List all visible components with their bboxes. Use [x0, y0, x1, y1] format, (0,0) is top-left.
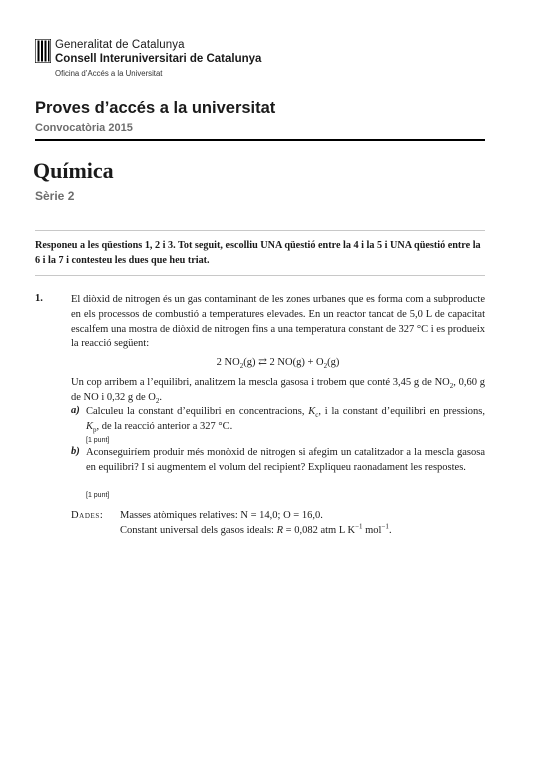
instructions-top-divider [35, 230, 485, 231]
question-intro: El diòxid de nitrogen és un gas contaminant de les zones urbanes que es forma com a subproducte en els processos de combustió a temperatures elevades. En un reactor tancat de 5,0 L de capacitat escalfem una mostra de diòxid de nitrogen fins a una temperatura constant de 327 °C i es produeix la reacció següent: [71, 294, 485, 350]
data-atomic-masses: Masses atòmiques relatives: N = 14,0; O = 16,0. [120, 510, 323, 521]
instructions-text: Responeu a les qüestions 1, 2 i 3. Tot seguit, escolliu UNA qüestió entre la 4 i la 5 i UNA qüestió entre la 6 i la 7 i contesteu les dues que heu triat. [35, 240, 481, 266]
chemical-reaction: 2 $NO_2(g)$ ⇄ 2 $NO(g) + O_2(g)$ [216, 357, 340, 371]
data-gas-constant: Constant universal dels gasos ideals: R = 0,082 atm L $K^{-1}$ mol$^{-1}$. [120, 522, 392, 536]
equilibrium-description: Un cop arribem a l’equilibri, analitzem la mescla gasosa i trobem que conté 3,45 g de $NO_2$, 0,60 g de NO i 0,32 g de $O_2$. [71, 377, 486, 405]
part-a-points: [1 punt] [86, 437, 110, 444]
office-name: Oficina d’Accés a la Universitat [55, 69, 163, 78]
exam-title: Proves d’accés a la universitat [35, 99, 276, 117]
header-divider [35, 139, 485, 141]
part-a-text: Calculeu la constant d’equilibri en concentracions, $K_c$, i la constant d’equilibri en pressions, $K_p$, de la reacció anterior a 327 °C. [86, 406, 485, 434]
series-label: Sèrie 2 [35, 189, 75, 203]
subject-title: Química [33, 158, 114, 183]
part-a-label: a) [71, 405, 80, 416]
exam-call: Convocatòria 2015 [35, 122, 133, 134]
data-label: Dades: [71, 510, 104, 521]
instructions-bottom-divider [35, 275, 485, 276]
generalitat-four-bars-icon [35, 39, 51, 63]
council-name: Consell Interuniversitari de Catalunya [55, 53, 262, 65]
part-b-label: b) [71, 446, 80, 457]
part-b-text: Aconseguiríem produir més monòxid de nitrogen si afegim un catalitzador a la mescla gasosa en equilibri? I si augmentem el volum del recipient? Expliqueu raonadament les respostes. [86, 447, 485, 473]
institution-name: Generalitat de Catalunya [55, 39, 185, 51]
question-number: 1. [35, 293, 43, 304]
part-b-points: [1 punt] [86, 492, 110, 499]
